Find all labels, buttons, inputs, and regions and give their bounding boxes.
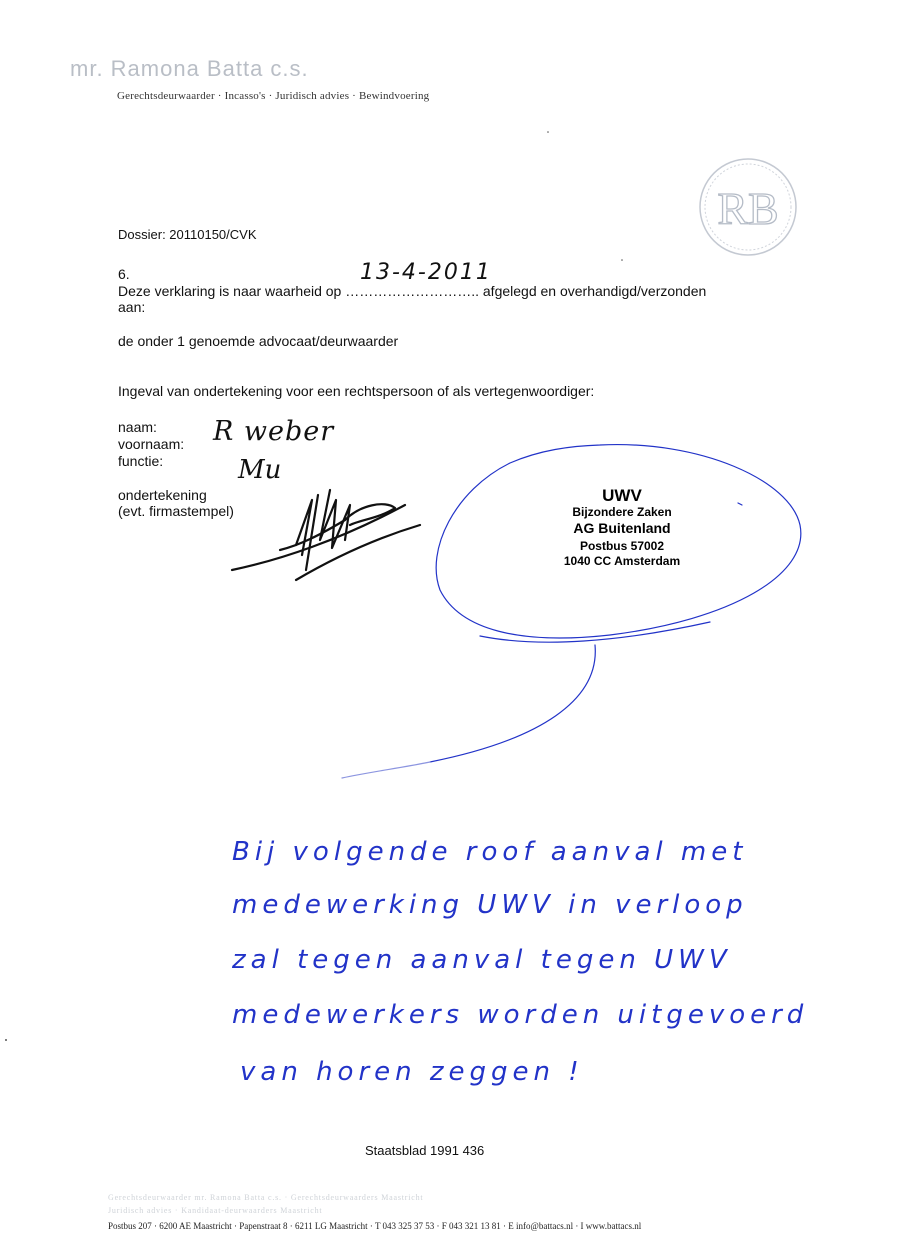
note-line-3: zal tegen aanval tegen UWV <box>232 945 732 975</box>
handwritten-note <box>231 837 808 1087</box>
legal-entity-note: Ingeval van ondertekening voor een rechtspersoon of als vertegenwoordiger: <box>118 383 595 399</box>
dossier-number: Dossier: 20110150/CVK <box>118 227 257 242</box>
firm-name: mr. Ramona Batta c.s. <box>70 56 309 81</box>
stamp-city: 1040 CC Amsterdam <box>563 554 681 568</box>
handwritten-functie: Mu <box>238 455 282 485</box>
signature <box>232 490 420 580</box>
stamp-postbus: Postbus 57002 <box>579 539 665 553</box>
handwritten-date: 13-4-2011 <box>360 260 492 285</box>
statement-line: Deze verklaring is naar waarheid op ……………………….. afgelegd en overhandigd/verzonden <box>118 283 707 299</box>
voornaam-label: voornaam: <box>118 436 185 452</box>
functie-label: functie: <box>118 453 164 469</box>
note-line-2: medewerking UWV in verloop <box>232 890 748 920</box>
firm-tagline: Gerechtsdeurwaarder · Incasso's · Juridisch advies · Bewindvoering <box>117 90 430 102</box>
note-line-5: van horen zeggen ! <box>240 1057 584 1087</box>
naam-label: naam: <box>118 419 157 435</box>
item-number: 6. <box>118 266 130 282</box>
recipient-line: de onder 1 genoemde advocaat/deurwaarder <box>118 333 399 349</box>
footer-contact: Postbus 207 · 6200 AE Maastricht · Papenstraat 8 · 6211 LG Maastricht · T 043 325 37 53 · F 043 321 13 81 · E info@battacs.nl · I www.battacs.nl <box>108 1221 642 1231</box>
stamp-org: UWV <box>602 486 642 505</box>
firmastempel-label: (evt. firmastempel) <box>118 503 234 519</box>
note-line-4: medewerkers worden uitgevoerd <box>232 1000 809 1030</box>
statement-aan: aan: <box>118 299 146 315</box>
handwritten-naam: R weber <box>213 416 335 447</box>
staatsblad-reference: Staatsblad 1991 436 <box>365 1143 485 1158</box>
blue-oval-annotation <box>342 445 801 778</box>
stamp-unit: AG Buitenland <box>573 520 671 536</box>
ondertekening-label: ondertekening <box>118 487 207 503</box>
note-line-1: Bij volgende roof aanval met <box>232 837 748 867</box>
footer-faint-line-2: Juridisch advies · Kandidaat-deurwaarders Maastricht <box>108 1206 323 1215</box>
monogram-text: RB <box>717 183 779 234</box>
rb-monogram-seal <box>700 159 796 255</box>
stamp-department: Bijzondere Zaken <box>572 505 672 519</box>
footer-faint-line-1: Gerechtsdeurwaarder mr. Ramona Batta c.s. · Gerechtsdeurwaarders Maastricht <box>108 1193 424 1202</box>
